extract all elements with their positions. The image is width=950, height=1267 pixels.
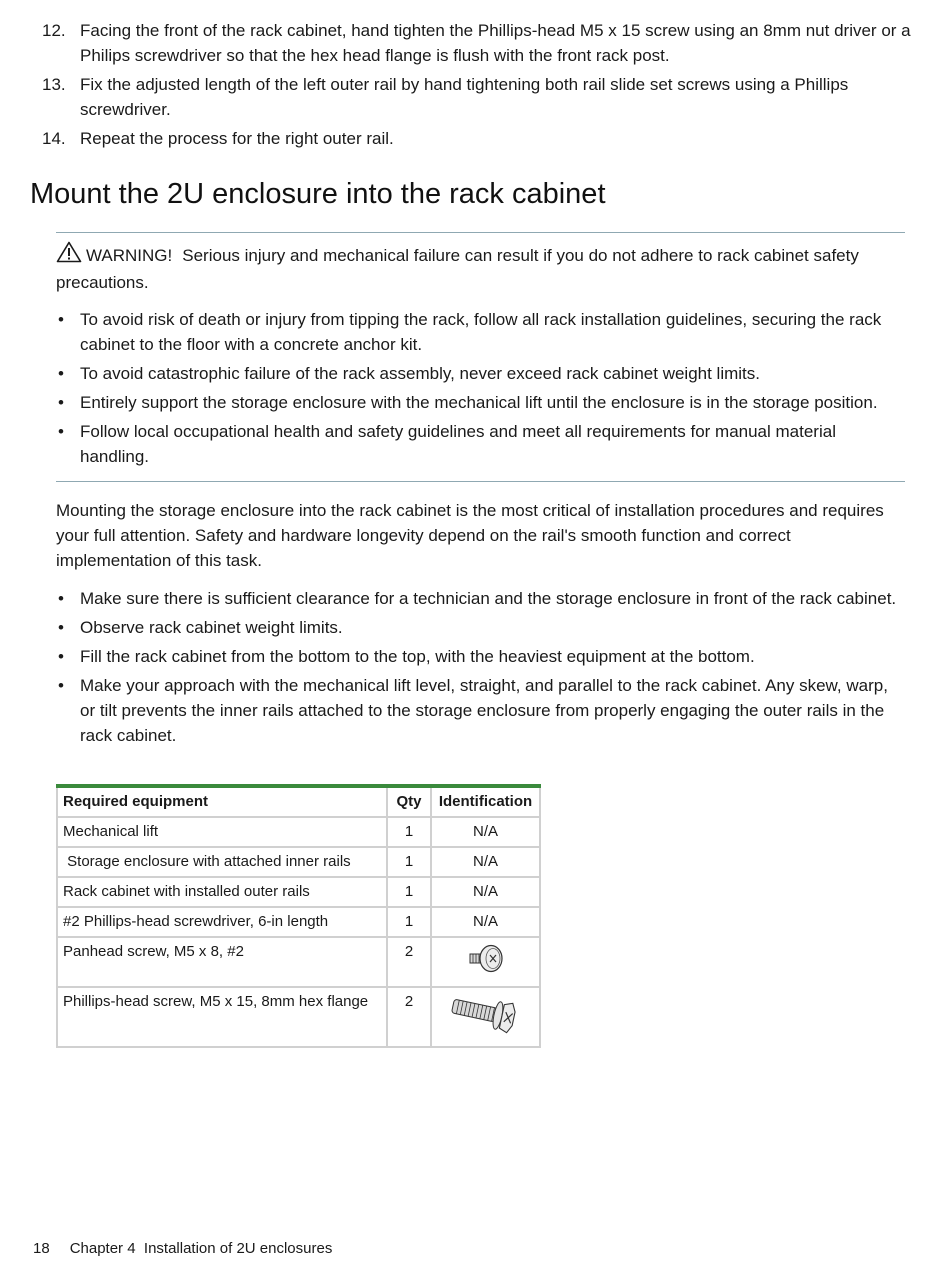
equipment-cell: Rack cabinet with installed outer rails bbox=[57, 877, 387, 907]
warning-label: WARNING! bbox=[86, 246, 173, 265]
qty-cell: 1 bbox=[387, 907, 431, 937]
list-item: • Fill the rack cabinet from the bottom to the top, with the heaviest equipment at the bottom. bbox=[58, 647, 755, 666]
list-item: • Follow local occupational health and safety guidelines and meet all requirements for manual material handling. bbox=[58, 422, 836, 466]
qty-cell: 2 bbox=[387, 937, 431, 987]
identification-cell: N/A bbox=[431, 817, 540, 847]
equipment-cell: Storage enclosure with attached inner rails bbox=[57, 847, 387, 877]
page-footer bbox=[33, 1239, 332, 1259]
hex-flange-screw-icon bbox=[448, 1023, 524, 1040]
list-item: • Make your approach with the mechanical lift level, straight, and parallel to the rack cabinet. Any skew, warp, or tilt prevents the inner rails attached to the storage enclosure from properly engaging the outer rails in the rack cabinet. bbox=[58, 676, 888, 745]
qty-cell: 1 bbox=[387, 847, 431, 877]
equipment-cell: Mechanical lift bbox=[57, 817, 387, 847]
step-item bbox=[42, 126, 912, 151]
page-number: 18 bbox=[33, 1240, 50, 1257]
table-row bbox=[57, 847, 540, 877]
step-item bbox=[42, 18, 912, 68]
warning-statement bbox=[56, 241, 905, 295]
requirements-bullet-list bbox=[56, 582, 906, 748]
step-text: Facing the front of the rack cabinet, hand tighten the Phillips-head M5 x 15 screw using an 8mm nut driver or a Philips screwdriver so that the hex head flange is flush with the front rack post. bbox=[80, 21, 911, 65]
identification-cell bbox=[431, 937, 540, 987]
step-number: 12. bbox=[42, 21, 66, 40]
chapter-title: Chapter 4 Installation of 2U enclosures bbox=[69, 1240, 333, 1257]
table-header-row bbox=[57, 786, 540, 817]
equipment-cell: #2 Phillips-head screwdriver, 6-in length bbox=[57, 907, 387, 937]
step-text: Fix the adjusted length of the left outer rail by hand tightening both rail slide set screws using a Phillips screwdriver. bbox=[80, 75, 849, 119]
procedure-steps bbox=[42, 18, 912, 155]
required-equipment-table bbox=[56, 784, 541, 1048]
table-row bbox=[57, 987, 540, 1047]
table-row bbox=[57, 877, 540, 907]
table-row bbox=[57, 937, 540, 987]
panhead-screw-icon bbox=[464, 963, 508, 980]
equipment-cell: Panhead screw, M5 x 8, #2 bbox=[57, 937, 387, 987]
table-row bbox=[57, 907, 540, 937]
qty-cell: 1 bbox=[387, 817, 431, 847]
warning-bullet-list bbox=[56, 307, 905, 469]
warning-text: Serious injury and mechanical failure can result if you do not adhere to rack cabinet safety precautions. bbox=[56, 246, 859, 292]
step-number: 14. bbox=[42, 129, 66, 148]
list-item: • Observe rack cabinet weight limits. bbox=[58, 618, 343, 637]
list-item: • To avoid catastrophic failure of the rack assembly, never exceed rack cabinet weight limits. bbox=[58, 364, 760, 383]
list-item: • Make sure there is sufficient clearance for a technician and the storage enclosure in front of the rack cabinet. bbox=[58, 589, 897, 608]
list-item: • Entirely support the storage enclosure with the mechanical lift until the enclosure is in the storage position. bbox=[58, 393, 878, 412]
column-header-qty: Qty bbox=[387, 786, 431, 817]
warning-box bbox=[56, 232, 905, 482]
step-number: 13. bbox=[42, 75, 66, 94]
section-heading: Mount the 2U enclosure into the rack cabinet bbox=[30, 178, 606, 210]
identification-cell: N/A bbox=[431, 877, 540, 907]
intro-paragraph: Mounting the storage enclosure into the rack cabinet is the most critical of installation procedures and requires your full attention. Safety and hardware longevity depend on the rail's smooth function and correct implementation of this task. bbox=[56, 501, 884, 570]
identification-cell: N/A bbox=[431, 847, 540, 877]
step-text: Repeat the process for the right outer rail. bbox=[80, 129, 394, 148]
identification-cell bbox=[431, 987, 540, 1047]
equipment-cell: Phillips-head screw, M5 x 15, 8mm hex flange bbox=[57, 987, 387, 1047]
step-item bbox=[42, 72, 912, 122]
qty-cell: 2 bbox=[387, 987, 431, 1047]
column-header-identification: Identification bbox=[431, 786, 540, 817]
list-item: • To avoid risk of death or injury from tipping the rack, follow all rack installation guidelines, securing the rack cabinet to the floor with a concrete anchor kit. bbox=[58, 310, 882, 354]
qty-cell: 1 bbox=[387, 877, 431, 907]
column-header-equipment: Required equipment bbox=[57, 786, 387, 817]
warning-triangle-icon bbox=[56, 241, 82, 270]
identification-cell: N/A bbox=[431, 907, 540, 937]
table-row bbox=[57, 817, 540, 847]
